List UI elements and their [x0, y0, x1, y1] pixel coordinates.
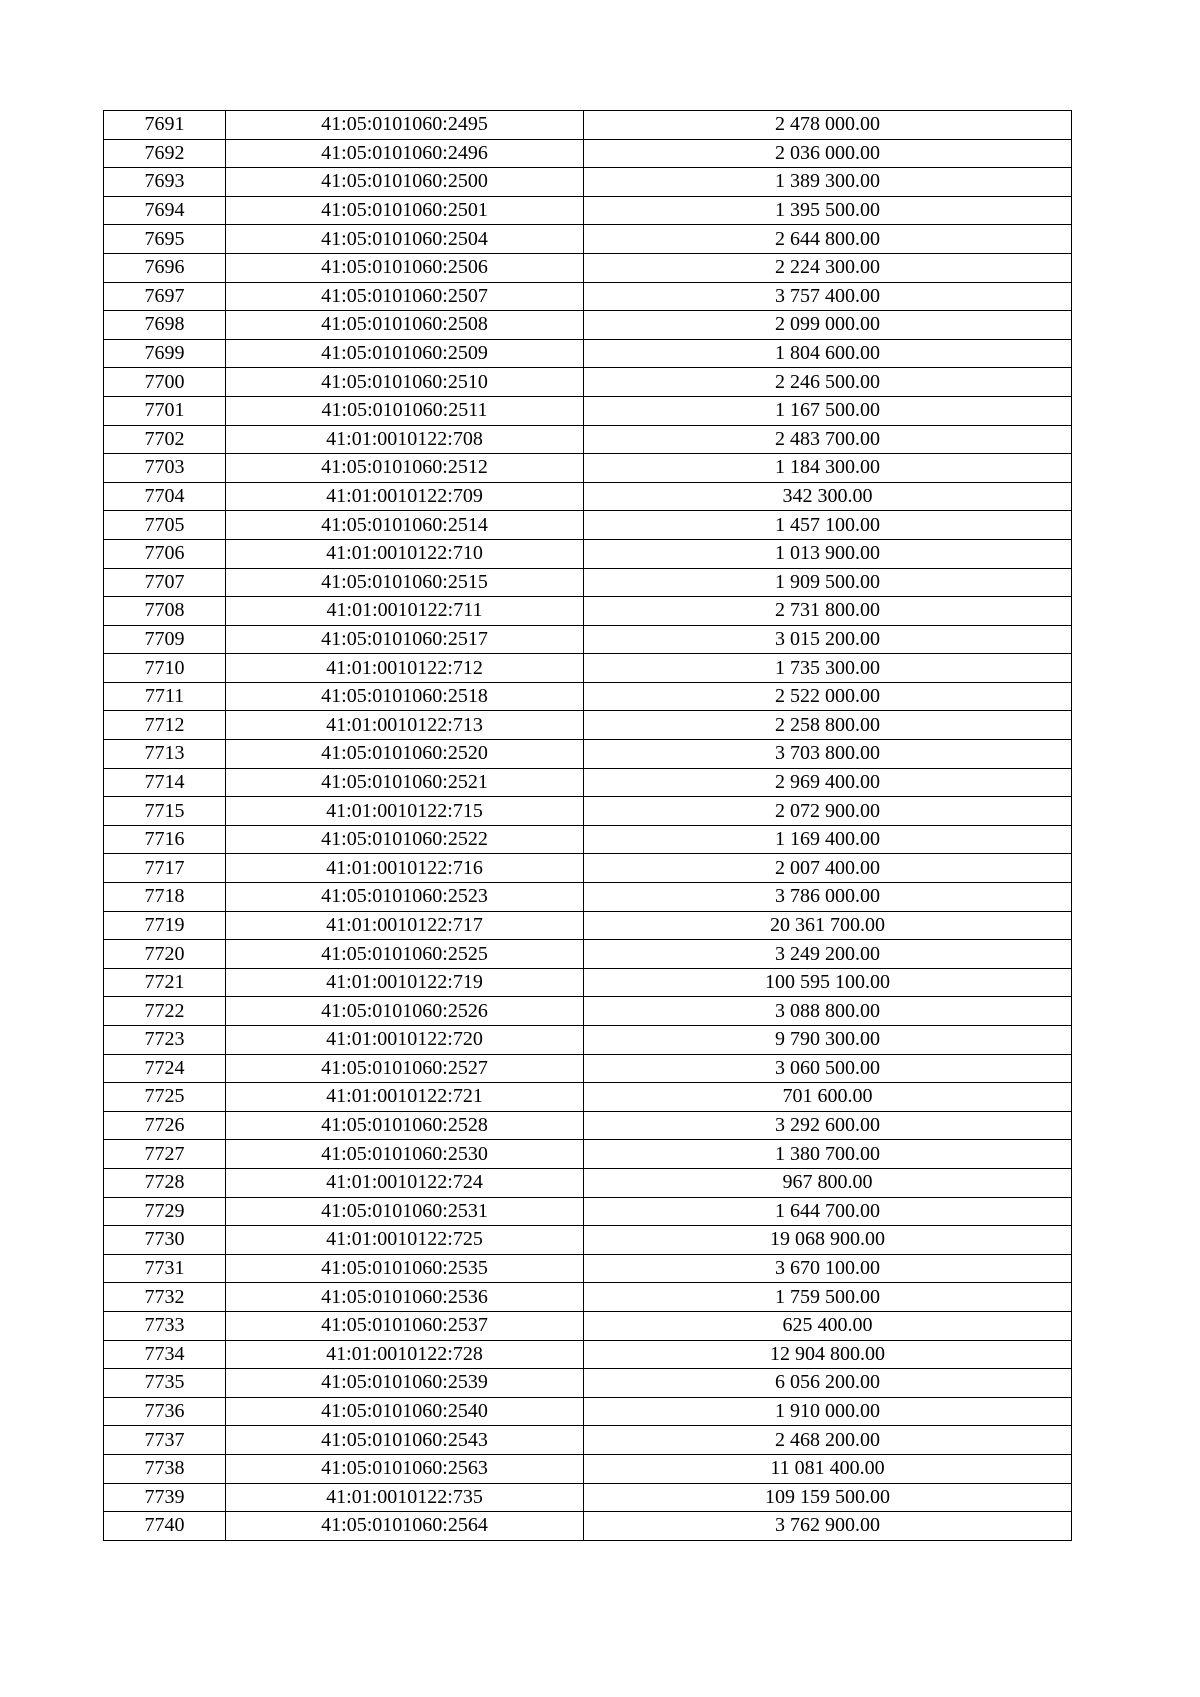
table-row [104, 740, 1072, 769]
cadastral-number-cell: 41:01:0010122:716 [226, 854, 584, 883]
table-row [104, 940, 1072, 969]
table-row [104, 1226, 1072, 1255]
table-row [104, 1140, 1072, 1169]
table-row [104, 1168, 1072, 1197]
row-number-cell: 7720 [104, 940, 226, 969]
cadastral-value-cell: 3 249 200.00 [584, 940, 1072, 969]
row-number-cell: 7691 [104, 111, 226, 140]
cadastral-value-cell: 2 969 400.00 [584, 768, 1072, 797]
cadastral-number-cell: 41:05:0101060:2530 [226, 1140, 584, 1169]
cadastral-value-cell: 2 224 300.00 [584, 253, 1072, 282]
table-row [104, 539, 1072, 568]
table-row [104, 768, 1072, 797]
table-row [104, 854, 1072, 883]
cadastral-value-cell: 1 169 400.00 [584, 825, 1072, 854]
table-row [104, 568, 1072, 597]
cadastral-number-cell: 41:05:0101060:2540 [226, 1397, 584, 1426]
row-number-cell: 7734 [104, 1340, 226, 1369]
table-row [104, 311, 1072, 340]
table-row [104, 883, 1072, 912]
table-row [104, 368, 1072, 397]
cadastral-value-cell: 6 056 200.00 [584, 1369, 1072, 1398]
cadastral-value-cell: 2 036 000.00 [584, 139, 1072, 168]
row-number-cell: 7735 [104, 1369, 226, 1398]
cadastral-value-cell: 1 167 500.00 [584, 396, 1072, 425]
row-number-cell: 7723 [104, 1026, 226, 1055]
table-row [104, 1254, 1072, 1283]
cadastral-value-cell: 2 246 500.00 [584, 368, 1072, 397]
cadastral-value-cell: 2 644 800.00 [584, 225, 1072, 254]
table-row [104, 654, 1072, 683]
table-row [104, 1512, 1072, 1541]
table-row [104, 682, 1072, 711]
cadastral-number-cell: 41:01:0010122:709 [226, 482, 584, 511]
table-row [104, 1483, 1072, 1512]
table-row [104, 625, 1072, 654]
cadastral-number-cell: 41:01:0010122:724 [226, 1168, 584, 1197]
row-number-cell: 7696 [104, 253, 226, 282]
cadastral-number-cell: 41:05:0101060:2515 [226, 568, 584, 597]
row-number-cell: 7715 [104, 797, 226, 826]
cadastral-value-cell: 3 015 200.00 [584, 625, 1072, 654]
row-number-cell: 7702 [104, 425, 226, 454]
row-number-cell: 7738 [104, 1454, 226, 1483]
table-row [104, 825, 1072, 854]
cadastral-value-cell: 1 644 700.00 [584, 1197, 1072, 1226]
row-number-cell: 7704 [104, 482, 226, 511]
row-number-cell: 7708 [104, 597, 226, 626]
row-number-cell: 7739 [104, 1483, 226, 1512]
cadastral-number-cell: 41:01:0010122:719 [226, 968, 584, 997]
cadastral-number-cell: 41:01:0010122:735 [226, 1483, 584, 1512]
table-row [104, 711, 1072, 740]
cadastral-value-cell: 2 258 800.00 [584, 711, 1072, 740]
cadastral-value-cell: 701 600.00 [584, 1083, 1072, 1112]
cadastral-value-cell: 9 790 300.00 [584, 1026, 1072, 1055]
row-number-cell: 7724 [104, 1054, 226, 1083]
row-number-cell: 7726 [104, 1111, 226, 1140]
row-number-cell: 7697 [104, 282, 226, 311]
cadastral-number-cell: 41:01:0010122:721 [226, 1083, 584, 1112]
cadastral-number-cell: 41:05:0101060:2506 [226, 253, 584, 282]
cadastral-number-cell: 41:05:0101060:2528 [226, 1111, 584, 1140]
cadastral-value-cell: 3 670 100.00 [584, 1254, 1072, 1283]
row-number-cell: 7693 [104, 168, 226, 197]
row-number-cell: 7694 [104, 196, 226, 225]
cadastral-value-cell: 3 786 000.00 [584, 883, 1072, 912]
cadastral-number-cell: 41:05:0101060:2514 [226, 511, 584, 540]
table-row [104, 1311, 1072, 1340]
row-number-cell: 7729 [104, 1197, 226, 1226]
cadastral-number-cell: 41:01:0010122:717 [226, 911, 584, 940]
table-row [104, 968, 1072, 997]
table-row [104, 1197, 1072, 1226]
cadastral-number-cell: 41:05:0101060:2521 [226, 768, 584, 797]
row-number-cell: 7731 [104, 1254, 226, 1283]
table-row [104, 1426, 1072, 1455]
cadastral-value-cell: 1 389 300.00 [584, 168, 1072, 197]
cadastral-number-cell: 41:05:0101060:2507 [226, 282, 584, 311]
row-number-cell: 7727 [104, 1140, 226, 1169]
cadastral-number-cell: 41:05:0101060:2496 [226, 139, 584, 168]
cadastral-number-cell: 41:05:0101060:2564 [226, 1512, 584, 1541]
cadastral-number-cell: 41:01:0010122:725 [226, 1226, 584, 1255]
row-number-cell: 7717 [104, 854, 226, 883]
cadastral-value-cell: 2 468 200.00 [584, 1426, 1072, 1455]
cadastral-number-cell: 41:05:0101060:2512 [226, 454, 584, 483]
row-number-cell: 7706 [104, 539, 226, 568]
cadastral-value-cell: 3 762 900.00 [584, 1512, 1072, 1541]
cadastral-value-cell: 3 060 500.00 [584, 1054, 1072, 1083]
table-row [104, 797, 1072, 826]
table-row [104, 1026, 1072, 1055]
row-number-cell: 7695 [104, 225, 226, 254]
cadastral-value-cell: 1 909 500.00 [584, 568, 1072, 597]
table-body [104, 111, 1072, 1541]
table-row [104, 139, 1072, 168]
cadastral-value-cell: 3 757 400.00 [584, 282, 1072, 311]
table-row [104, 1083, 1072, 1112]
cadastral-number-cell: 41:05:0101060:2543 [226, 1426, 584, 1455]
table-row [104, 111, 1072, 140]
row-number-cell: 7700 [104, 368, 226, 397]
table-row [104, 339, 1072, 368]
cadastral-number-cell: 41:05:0101060:2500 [226, 168, 584, 197]
row-number-cell: 7713 [104, 740, 226, 769]
cadastral-number-cell: 41:05:0101060:2522 [226, 825, 584, 854]
cadastral-number-cell: 41:01:0010122:711 [226, 597, 584, 626]
table-row [104, 1369, 1072, 1398]
cadastral-number-cell: 41:05:0101060:2539 [226, 1369, 584, 1398]
cadastral-value-cell: 2 099 000.00 [584, 311, 1072, 340]
cadastral-value-cell: 109 159 500.00 [584, 1483, 1072, 1512]
cadastral-number-cell: 41:05:0101060:2563 [226, 1454, 584, 1483]
row-number-cell: 7698 [104, 311, 226, 340]
row-number-cell: 7710 [104, 654, 226, 683]
cadastral-value-cell: 19 068 900.00 [584, 1226, 1072, 1255]
cadastral-value-cell: 12 904 800.00 [584, 1340, 1072, 1369]
row-number-cell: 7719 [104, 911, 226, 940]
table-row [104, 1054, 1072, 1083]
cadastral-number-cell: 41:05:0101060:2537 [226, 1311, 584, 1340]
cadastral-number-cell: 41:01:0010122:710 [226, 539, 584, 568]
table-row [104, 1283, 1072, 1312]
cadastral-value-cell: 2 478 000.00 [584, 111, 1072, 140]
cadastral-value-cell: 1 735 300.00 [584, 654, 1072, 683]
cadastral-number-cell: 41:05:0101060:2531 [226, 1197, 584, 1226]
cadastral-value-cell: 11 081 400.00 [584, 1454, 1072, 1483]
cadastral-number-cell: 41:05:0101060:2523 [226, 883, 584, 912]
table-row [104, 196, 1072, 225]
table-row [104, 454, 1072, 483]
table-row [104, 597, 1072, 626]
cadastral-number-cell: 41:05:0101060:2508 [226, 311, 584, 340]
table-row [104, 1340, 1072, 1369]
table-row [104, 282, 1072, 311]
row-number-cell: 7736 [104, 1397, 226, 1426]
cadastral-number-cell: 41:01:0010122:712 [226, 654, 584, 683]
cadastral-number-cell: 41:01:0010122:720 [226, 1026, 584, 1055]
row-number-cell: 7714 [104, 768, 226, 797]
cadastral-number-cell: 41:01:0010122:708 [226, 425, 584, 454]
cadastral-number-cell: 41:01:0010122:713 [226, 711, 584, 740]
cadastral-value-cell: 3 292 600.00 [584, 1111, 1072, 1140]
cadastral-value-cell: 20 361 700.00 [584, 911, 1072, 940]
table-row [104, 225, 1072, 254]
table-row [104, 396, 1072, 425]
cadastral-number-cell: 41:05:0101060:2501 [226, 196, 584, 225]
cadastral-number-cell: 41:05:0101060:2525 [226, 940, 584, 969]
cadastral-value-cell: 1 184 300.00 [584, 454, 1072, 483]
cadastral-number-cell: 41:05:0101060:2511 [226, 396, 584, 425]
cadastral-value-cell: 967 800.00 [584, 1168, 1072, 1197]
row-number-cell: 7728 [104, 1168, 226, 1197]
cadastral-value-cell: 1 804 600.00 [584, 339, 1072, 368]
table-row [104, 425, 1072, 454]
row-number-cell: 7707 [104, 568, 226, 597]
cadastral-value-cell: 100 595 100.00 [584, 968, 1072, 997]
cadastral-value-cell: 1 457 100.00 [584, 511, 1072, 540]
row-number-cell: 7701 [104, 396, 226, 425]
row-number-cell: 7712 [104, 711, 226, 740]
row-number-cell: 7716 [104, 825, 226, 854]
cadastral-value-cell: 1 395 500.00 [584, 196, 1072, 225]
row-number-cell: 7737 [104, 1426, 226, 1455]
cadastral-value-table [103, 110, 1072, 1541]
row-number-cell: 7703 [104, 454, 226, 483]
table-row [104, 1111, 1072, 1140]
row-number-cell: 7722 [104, 997, 226, 1026]
row-number-cell: 7692 [104, 139, 226, 168]
row-number-cell: 7730 [104, 1226, 226, 1255]
cadastral-value-cell: 1 013 900.00 [584, 539, 1072, 568]
cadastral-value-cell: 2 072 900.00 [584, 797, 1072, 826]
table-row [104, 253, 1072, 282]
cadastral-value-cell: 2 007 400.00 [584, 854, 1072, 883]
row-number-cell: 7725 [104, 1083, 226, 1112]
table-row [104, 168, 1072, 197]
cadastral-number-cell: 41:05:0101060:2527 [226, 1054, 584, 1083]
row-number-cell: 7711 [104, 682, 226, 711]
cadastral-value-cell: 1 910 000.00 [584, 1397, 1072, 1426]
cadastral-number-cell: 41:01:0010122:728 [226, 1340, 584, 1369]
cadastral-number-cell: 41:01:0010122:715 [226, 797, 584, 826]
row-number-cell: 7732 [104, 1283, 226, 1312]
cadastral-number-cell: 41:05:0101060:2536 [226, 1283, 584, 1312]
row-number-cell: 7705 [104, 511, 226, 540]
cadastral-number-cell: 41:05:0101060:2535 [226, 1254, 584, 1283]
table-row [104, 482, 1072, 511]
table-row [104, 1454, 1072, 1483]
cadastral-value-cell: 625 400.00 [584, 1311, 1072, 1340]
row-number-cell: 7740 [104, 1512, 226, 1541]
cadastral-number-cell: 41:05:0101060:2504 [226, 225, 584, 254]
cadastral-number-cell: 41:05:0101060:2495 [226, 111, 584, 140]
table-row [104, 997, 1072, 1026]
row-number-cell: 7718 [104, 883, 226, 912]
cadastral-value-cell: 3 703 800.00 [584, 740, 1072, 769]
table-row [104, 511, 1072, 540]
row-number-cell: 7721 [104, 968, 226, 997]
table-row [104, 911, 1072, 940]
cadastral-value-cell: 2 522 000.00 [584, 682, 1072, 711]
cadastral-value-cell: 2 731 800.00 [584, 597, 1072, 626]
cadastral-number-cell: 41:05:0101060:2518 [226, 682, 584, 711]
row-number-cell: 7699 [104, 339, 226, 368]
cadastral-value-cell: 3 088 800.00 [584, 997, 1072, 1026]
cadastral-value-cell: 342 300.00 [584, 482, 1072, 511]
cadastral-number-cell: 41:05:0101060:2510 [226, 368, 584, 397]
cadastral-number-cell: 41:05:0101060:2509 [226, 339, 584, 368]
cadastral-number-cell: 41:05:0101060:2526 [226, 997, 584, 1026]
cadastral-number-cell: 41:05:0101060:2520 [226, 740, 584, 769]
cadastral-value-cell: 1 759 500.00 [584, 1283, 1072, 1312]
row-number-cell: 7733 [104, 1311, 226, 1340]
table-row [104, 1397, 1072, 1426]
cadastral-number-cell: 41:05:0101060:2517 [226, 625, 584, 654]
row-number-cell: 7709 [104, 625, 226, 654]
cadastral-value-cell: 1 380 700.00 [584, 1140, 1072, 1169]
cadastral-value-cell: 2 483 700.00 [584, 425, 1072, 454]
